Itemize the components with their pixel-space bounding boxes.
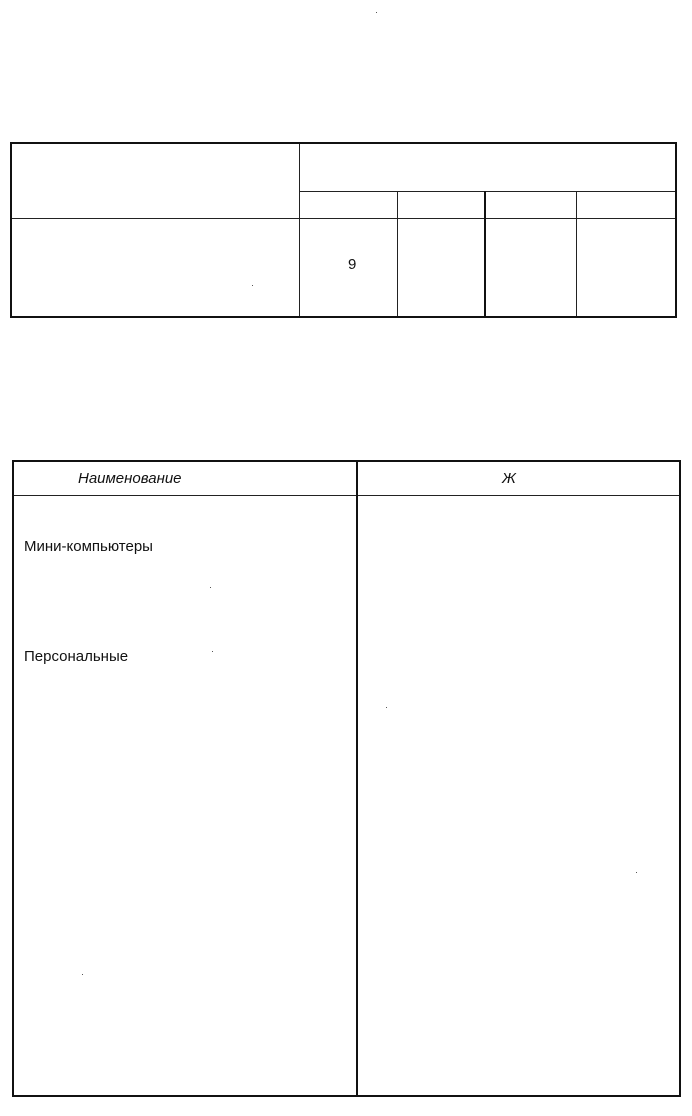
table-1: [10, 142, 677, 318]
table-2-header-divider: [14, 495, 679, 496]
table-1-subheader-line: [299, 191, 675, 192]
speck: [636, 872, 637, 873]
speck: [376, 12, 377, 13]
speck: [82, 974, 83, 975]
speck: [212, 651, 213, 652]
table-2-col-divider: [356, 462, 358, 1095]
table-1-col-divider-4: [576, 191, 577, 316]
column-header-name: Наименование: [78, 470, 182, 487]
table-1-col-divider-2: [397, 191, 398, 316]
speck: [210, 587, 211, 588]
table-2: [12, 460, 681, 1097]
speck: [252, 285, 253, 286]
row-label-minicomputers: Мини-компьютеры: [24, 538, 153, 555]
column-header-zh: Ж: [502, 470, 516, 487]
table-1-col-divider-3: [484, 191, 486, 316]
row-label-personal: Персональные: [24, 648, 129, 665]
table-1-cell-value: 9: [348, 256, 357, 273]
table-1-col-divider-1: [299, 144, 300, 316]
speck: [386, 707, 387, 708]
